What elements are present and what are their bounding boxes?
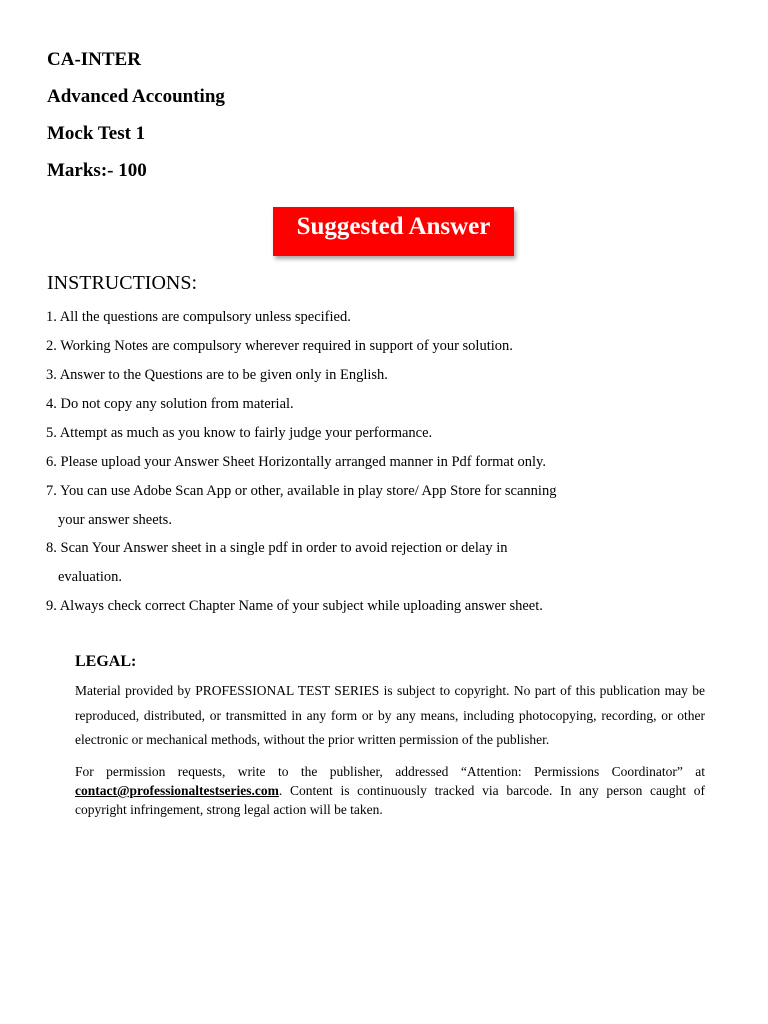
instruction-item: 8. Scan Your Answer sheet in a single pdf in order to avoid rejection or delay in (46, 540, 508, 556)
instruction-item: 6. Please upload your Answer Sheet Horizontally arranged manner in Pdf format only. (46, 454, 546, 470)
instructions-heading: INSTRUCTIONS: (47, 272, 198, 294)
instruction-item: 2. Working Notes are compulsory wherever required in support of your solution. (46, 338, 513, 354)
legal-copyright-paragraph: Material provided by PROFESSIONAL TEST SERIES is subject to copyright. No part of this publication may be reproduced, distributed, or transmitted in any form or by any means, including photocopying, recording, or other electronic or mechanical methods, without the prior written permission of the publisher. (75, 683, 705, 747)
course-title: CA-INTER (47, 49, 141, 70)
suggested-answer-banner: Suggested Answer (273, 207, 514, 256)
permission-intro-text: For permission requests, write to the publisher, addressed “Attention: Permissions Coordinator” at (75, 764, 705, 779)
instruction-item: 5. Attempt as much as you know to fairly judge your performance. (46, 425, 433, 441)
instruction-item-continued: evaluation. (58, 569, 123, 585)
instruction-item: 7. You can use Adobe Scan App or other, available in play store/ App Store for scanning (46, 483, 557, 499)
permission-rest-text: . Content is continuously tracked via barcode. In any person caught of copyright infringement, strong legal action will be taken. (75, 783, 705, 817)
instruction-item-continued: your answer sheets. (58, 512, 172, 528)
instruction-item: 9. Always check correct Chapter Name of your subject while uploading answer sheet. (46, 598, 543, 614)
instruction-item: 4. Do not copy any solution from material. (46, 396, 294, 412)
instruction-item: 1. All the questions are compulsory unless specified. (46, 309, 351, 325)
subject-title: Advanced Accounting (47, 86, 225, 107)
legal-permission-paragraph (75, 762, 705, 819)
contact-email-link[interactable]: contact@professionaltestseries.com (75, 783, 279, 798)
legal-heading: LEGAL: (75, 653, 137, 670)
test-name: Mock Test 1 (47, 123, 146, 144)
instruction-item: 3. Answer to the Questions are to be given only in English. (46, 367, 388, 383)
marks-label: Marks:- 100 (47, 160, 147, 181)
